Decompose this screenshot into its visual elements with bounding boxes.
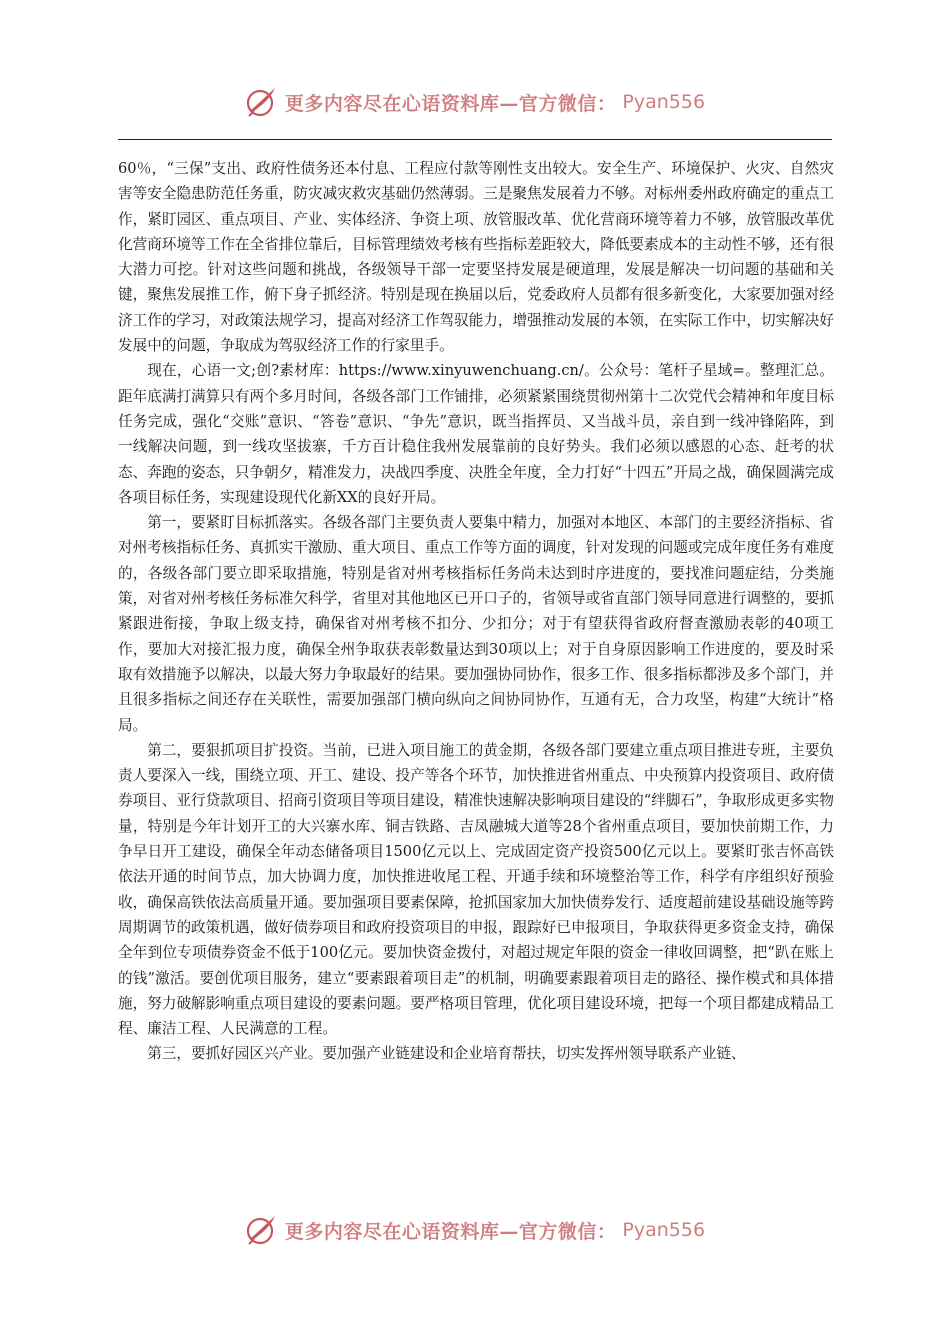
- quill-logo-icon: [245, 85, 279, 119]
- paragraph: 第三，要抓好园区兴产业。要加强产业链建设和企业培育帮扶，切实发挥州领导联系产业链、: [147, 1045, 746, 1063]
- paragraph: 现在，心语一文;创?素材库：https://www.xinyuwenchuang.cn/。公众号：笔杆子星域=。整理汇总。距年底满打满算只有两个多月时间，各级各部门工作铺排，必须紧紧围绕贯彻州第十二次党代会精神和年度目标任务完成，强化“交账”意识、“答卷”意识、“争先”意识，既当指挥员、又当战斗员，亲自到一线冲锋陷阵，到一线解决问题，到一线攻坚拔寨，千方百计稳住我州发展靠前的良好势头。我们必须以感恩的心态、赶考的状态、奔跑的姿态，只争朝夕，精准发力，决战四季度、决胜全年度，全力打好“十四五”开局之战，确保圆满完成各项目标任务，实现建设现代化新XX的良好开局。: [118, 362, 834, 506]
- document-body: [118, 156, 834, 1067]
- footer-banner: [0, 1210, 950, 1250]
- header-divider: [118, 139, 832, 140]
- header-banner: [0, 82, 950, 122]
- banner-text: 更多内容尽在心语资料库—官方微信：: [284, 92, 617, 115]
- paragraph: 第一，要紧盯目标抓落实。各级各部门主要负责人要集中精力，加强对本地区、本部门的主要经济指标、省对州考核指标任务、真抓实干激励、重大项目、重点工作等方面的调度，针对发现的问题或完成年度任务有难度的，各级各部门要立即采取措施，特别是省对州考核指标任务尚未达到时序进度的，要找准问题症结，分类施策，对省对州考核任务标准欠科学，省里对其他地区已开口子的，省领导或省直部门领导同意进行调整的，要抓紧跟进衔接，争取上级支持，确保省对州考核不扣分、少扣分；对于有望获得省政府督查激励表彰的40项工作，要加大对接汇报力度，确保全州争取获表彰数量达到30项以上；对于自身原因影响工作进度的，要及时采取有效措施予以解决，以最大努力争取最好的结果。要加强协同协作，很多工作、很多指标都涉及多个部门，并且很多指标之间还存在关联性，需要加强部门横向纵向之间协同协作，互通有无，合力攻坚，构建“大统计”格局。: [118, 514, 834, 734]
- quill-logo-icon: [245, 1213, 279, 1247]
- banner-text: 更多内容尽在心语资料库—官方微信：: [284, 1220, 617, 1243]
- paragraph: 60％，“三保”支出、政府性债务还本付息、工程应付款等刚性支出较大。安全生产、环境保护、火灾、自然灾害等安全隐患防范任务重，防灾减灾救灾基础仍然薄弱。三是聚焦发展着力不够。对标州委州政府确定的重点工作，紧盯园区、重点项目、产业、实体经济、争资上项、放管服改革、优化营商环境等着力不够，放管服改革优化营商环境等工作在全省排位靠后，目标管理绩效考核有些指标差距较大，降低要素成本的主动性不够，还有很大潜力可挖。针对这些问题和挑战，各级领导干部一定要坚持发展是硬道理，发展是解决一切问题的基础和关键，聚焦发展推工作，俯下身子抓经济。特别是现在换届以后，党委政府人员都有很多新变化，大家要加强对经济工作的学习，对政策法规学习，提高对经济工作驾驭能力，增强推动发展的本领，在实际工作中，切实解决好发展中的问题，争取成为驾驭经济工作的行家里手。: [118, 160, 834, 355]
- paragraph: 第二，要狠抓项目扩投资。当前，已进入项目施工的黄金期，各级各部门要建立重点项目推进专班，主要负责人要深入一线，围绕立项、开工、建设、投产等各个环节，加快推进省州重点、中央预算内投资项目、政府债券项目、亚行贷款项目、招商引资项目等项目建设，精准快速解决影响项目建设的“绊脚石”，争取形成更多实物量，特别是今年计划开工的大兴寨水库、铜吉铁路、吉凤融城大道等28个省州重点项目，要加快前期工作，力争早日开工建设，确保全年动态储备项目1500亿元以上、完成固定资产投资500亿元以上。要紧盯张吉怀高铁依法开通的时间节点，加大协调力度，加快推进收尾工程、开通手续和环境整治等工作，科学有序组织好预验收，确保高铁依法高质量开通。要加强项目要素保障，抢抓国家加大加快债券发行、适度超前建设基础设施等跨周期调节的政策机遇，做好债券项目和政府投资项目的申报，跟踪好已申报项目，争取获得更多资金支持，确保全年到位专项债券资金不低于100亿元。要加快资金拨付，对超过规定年限的资金一律收回调整，把“趴在账上的钱”激活。要创优项目服务，建立“要素跟着项目走”的机制，明确要素跟着项目走的路径、操作模式和具体措施，努力破解影响重点项目建设的要素问题。要严格项目管理，优化项目建设环境，把每一个项目都建成精品工程、廉洁工程、人民满意的工程。: [118, 741, 834, 1038]
- banner-wechat-id: Pyan556: [622, 1219, 706, 1241]
- banner-wechat-id: Pyan556: [622, 91, 706, 113]
